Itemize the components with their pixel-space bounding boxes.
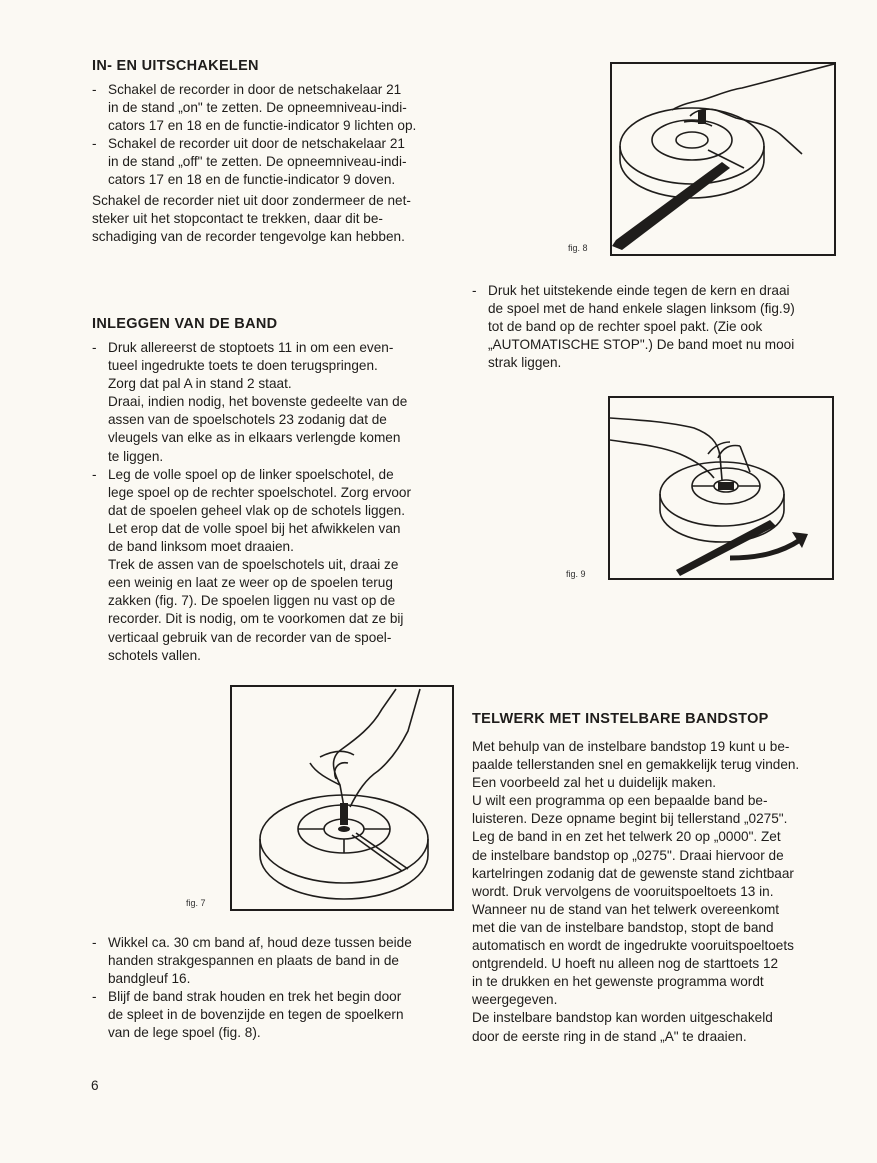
text-line: Schakel de recorder in door de netschakelaar 21 <box>108 82 402 97</box>
bullet-dash: - <box>472 283 477 298</box>
section-counter <box>472 710 836 1046</box>
bullet-dash: - <box>92 340 97 355</box>
text-line: Een voorbeeld zal het u duidelijk maken. <box>472 775 717 791</box>
text-line: tot de band op de rechter spoel pakt. (Zie ook <box>488 319 763 335</box>
section-title: IN- EN UITSCHAKELEN <box>92 58 259 74</box>
text-line: Let erop dat de volle spoel bij het afwikkelen van <box>108 520 401 536</box>
text-line: vleugels van elke as in elkaars verlengde komen <box>108 430 401 446</box>
text-line: in de stand „on" te zetten. De opneemniveau-indi- <box>108 100 407 116</box>
text-line: Met behulp van de instelbare bandstop 19 kunt u be- <box>472 739 790 754</box>
text-line: De instelbare bandstop kan worden uitgeschakeld <box>472 1010 773 1026</box>
text-line: de band linksom moet draaien. <box>108 539 294 555</box>
text-line: handen strakgespannen en plaats de band in de <box>108 953 399 969</box>
bullet-dash: - <box>92 136 97 152</box>
list-item <box>92 135 454 189</box>
figure-7-caption: fig. 7 <box>186 898 206 908</box>
text-line: strak liggen. <box>488 355 562 371</box>
text-line: te liggen. <box>108 448 164 464</box>
text-line: assen van de spoelschotels 23 zodanig dat de <box>108 412 387 428</box>
text-line: steker uit het stopcontact te trekken, daar dit be- <box>92 210 383 226</box>
bullet-dash: - <box>92 989 97 1005</box>
text-line: de instelbare bandstop op „0275". Draai hiervoor de <box>472 847 784 863</box>
text-line: de spoel met de hand enkele slagen linksom (fig.9) <box>488 301 795 317</box>
text-line: zakken (fig. 7). De spoelen liggen nu vast op de <box>108 593 396 609</box>
text-line: cators 17 en 18 en de functie-indicator 9 lichten op. <box>108 118 417 134</box>
text-line: Wanneer nu de stand van het telwerk overeenkomt <box>472 901 780 917</box>
bullet-dash: - <box>92 82 97 97</box>
text-line: schadiging van de recorder tengevolge kan hebben. <box>92 228 405 244</box>
text-line: lege spoel op de rechter spoelschotel. Zorg ervoor <box>108 484 412 500</box>
text-line: door de eerste ring in de stand „A" te draaien. <box>472 1028 747 1044</box>
text-line: bandgleuf 16. <box>108 971 191 987</box>
text-line: Trek de assen van de spoelschotels uit, draai ze <box>108 557 399 573</box>
bullet-dash: - <box>92 466 97 482</box>
list-item <box>92 339 454 466</box>
text-line: in te drukken en het gewenste programma wordt <box>472 974 764 990</box>
text-line: Blijf de band strak houden en trek het begin door <box>108 989 402 1005</box>
text-line: een weinig en laat ze weer op de spoelen terug <box>108 575 393 591</box>
counter-paragraph <box>472 738 836 1046</box>
text-line: Zorg dat pal A in stand 2 staat. <box>108 376 292 392</box>
text-line: Druk allereerst de stoptoets 11 in om een even- <box>108 340 394 355</box>
list-item <box>92 988 454 1042</box>
text-line: luisteren. Deze opname begint bij tellerstand „0275". <box>472 811 788 827</box>
list-item <box>92 934 454 988</box>
text-line: U wilt een programma op een bepaalde band be- <box>472 793 768 809</box>
text-line: Leg de band in en zet het telwerk 20 op „0000". Zet <box>472 829 781 845</box>
text-line: Leg de volle spoel op de linker spoelschotel, de <box>108 466 394 482</box>
page-number: 6 <box>91 1078 99 1093</box>
warning-note <box>92 192 454 246</box>
text-line: Draai, indien nodig, het bovenste gedeelte van de <box>108 394 408 410</box>
text-line: met die van de instelbare bandstop, stopt de band <box>472 919 774 935</box>
text-line: verticaal gebruik van de recorder van de spoel- <box>108 629 392 645</box>
text-line: „AUTOMATISCHE STOP".) De band moet nu mooi <box>488 337 795 353</box>
figure-7-illustration <box>230 685 454 911</box>
text-line: kartelringen zodanig dat de gewenste stand zichtbaar <box>472 865 794 881</box>
text-line: tueel ingedrukte toets te doen terugspringen. <box>108 358 378 374</box>
list-item <box>92 466 454 665</box>
section-tape-loading <box>92 315 454 665</box>
figure-8-illustration <box>610 62 836 256</box>
text-line: van de lege spoel (fig. 8). <box>108 1025 261 1041</box>
list-item <box>92 81 454 135</box>
text-line: Schakel de recorder niet uit door zondermeer de net- <box>92 192 411 208</box>
text-line: dat de spoelen geheel vlak op de schotels liggen. <box>108 502 406 518</box>
reel-rotation-illustration <box>610 398 832 578</box>
section-tape-loading-right <box>472 282 836 372</box>
figure-8-caption: fig. 8 <box>568 243 588 253</box>
section-tape-loading-continued <box>92 934 454 1043</box>
text-line: automatisch en wordt de ingedrukte vooruitspoeltoets <box>472 938 794 954</box>
bullet-dash: - <box>92 935 97 950</box>
figure-9-caption: fig. 9 <box>566 569 586 579</box>
text-line: recorder. Dit is nodig, om te voorkomen dat ze bij <box>108 611 404 627</box>
section-on-off <box>92 57 454 246</box>
text-line: weergegeven. <box>472 992 558 1008</box>
text-line: cators 17 en 18 en de functie-indicator 9 doven. <box>108 172 396 188</box>
reel-tape-illustration <box>612 64 834 254</box>
reel-hand-illustration <box>232 687 452 909</box>
text-line: Druk het uitstekende einde tegen de kern en draai <box>488 283 790 298</box>
text-line: Wikkel ca. 30 cm band af, houd deze tussen beide <box>108 935 412 950</box>
text-line: Schakel de recorder uit door de netschakelaar 21 <box>108 136 405 152</box>
text-line: wordt. Druk vervolgens de vooruitspoeltoets 13 in. <box>472 883 774 899</box>
section-title: INLEGGEN VAN DE BAND <box>92 316 278 332</box>
list-item <box>472 282 836 372</box>
figure-9-illustration <box>608 396 834 580</box>
text-line: schotels vallen. <box>108 647 201 663</box>
text-line: de spleet in de bovenzijde en tegen de spoelkern <box>108 1007 404 1023</box>
text-line: in de stand „off" te zetten. De opneemniveau-indi- <box>108 154 407 170</box>
text-line: ontgrendeld. U hoeft nu alleen nog de starttoets 12 <box>472 956 779 972</box>
section-title: TELWERK MET INSTELBARE BANDSTOP <box>472 711 769 727</box>
text-line: paalde tellerstanden snel en gemakkelijk terug vinden. <box>472 757 800 773</box>
